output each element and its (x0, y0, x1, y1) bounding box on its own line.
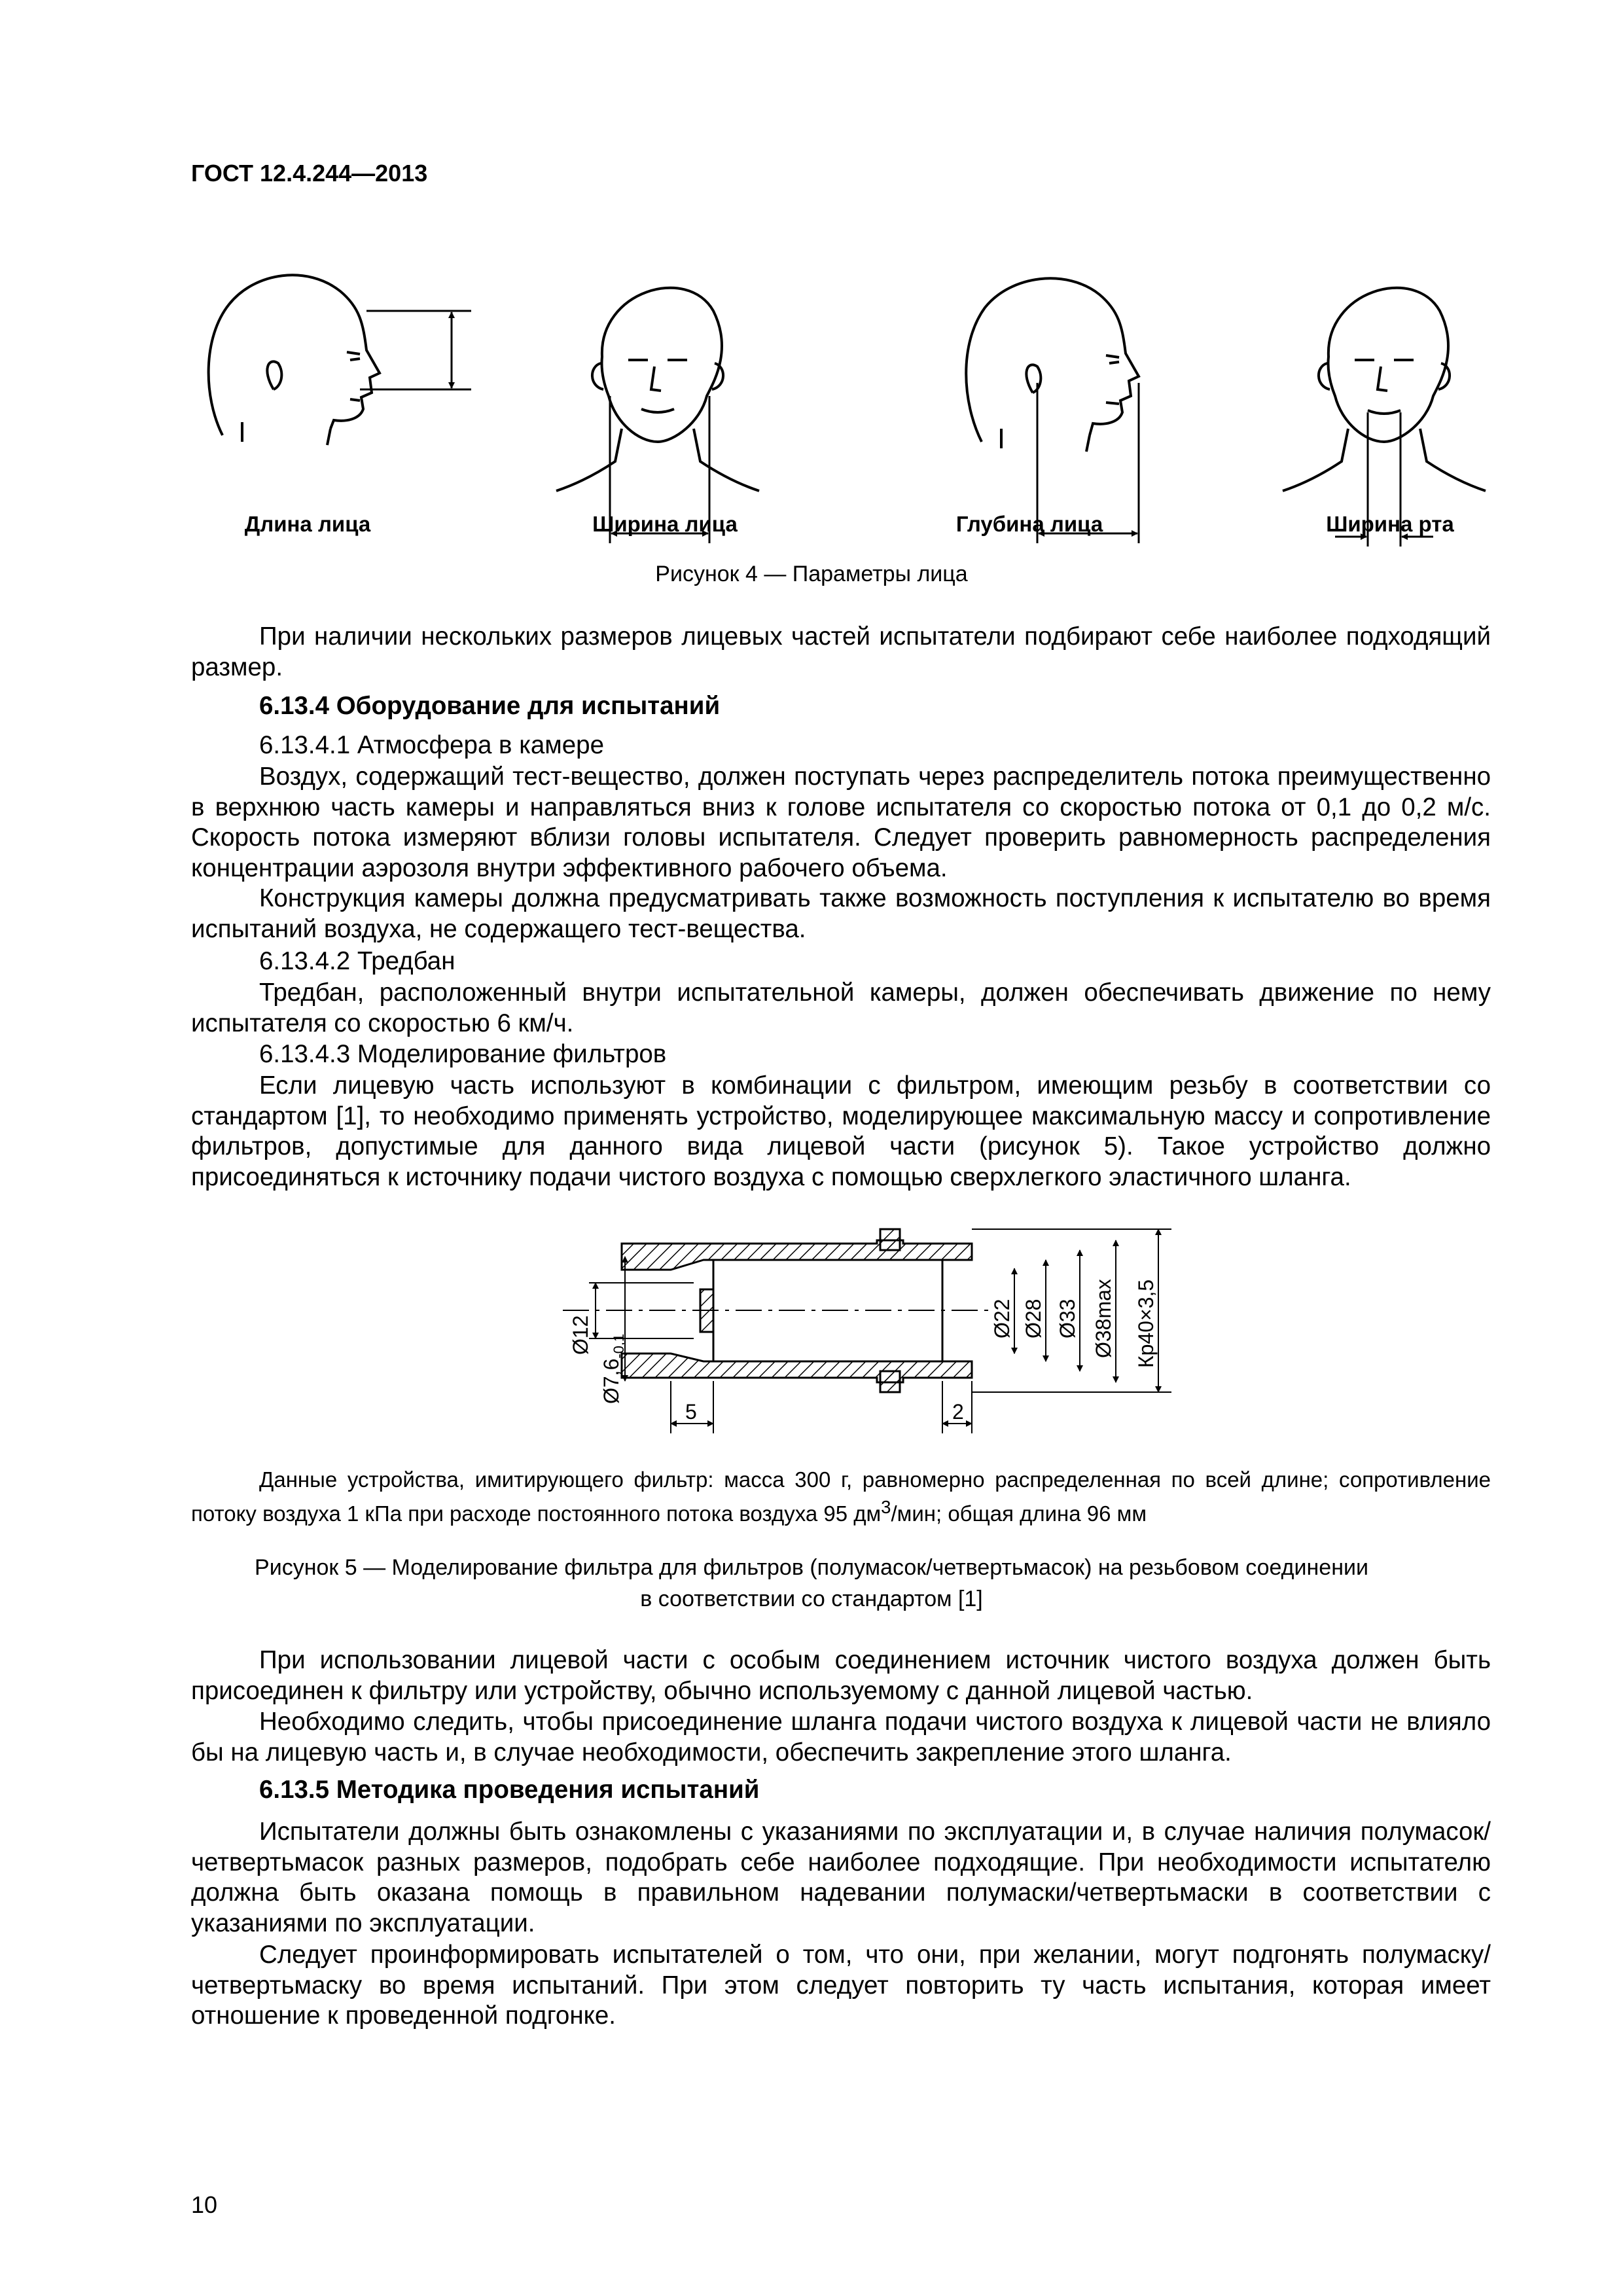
dim-kr40: Кр40×3,5 (1134, 1279, 1158, 1368)
face-length-profile-head (209, 275, 380, 445)
paragraph-hose-attachment: Необходимо следить, чтобы присоединение шланга подачи чистого воздуха к лицевой части не влияло бы на лицевую часть и, в случае необходимости, обеспечить закрепление этого шланга. (191, 1708, 1491, 1767)
paragraph-treadmill: Тредбан, расположенный внутри испытательной камеры, должен обеспечивать движение по нему испытателя со скоростью 6 км/ч. (191, 978, 1491, 1037)
paragraph-sizes: При наличии нескольких размеров лицевых частей испытатели подбирают себе наиболее подходящий размер. (191, 622, 1491, 681)
dim-d12: Ø12 (569, 1315, 592, 1355)
dim-d33: Ø33 (1056, 1299, 1079, 1338)
dim-d28: Ø28 (1022, 1299, 1045, 1338)
figure-4-caption: Рисунок 4 — Параметры лица (655, 562, 968, 586)
heading-6-13-4: 6.13.4 Оборудование для испытаний (259, 692, 721, 720)
dim-5: 5 (685, 1400, 697, 1424)
mouth-width-front-head (1283, 288, 1486, 491)
subheading-6-13-4-3: 6.13.4.3 Моделирование фильтров (259, 1040, 667, 1068)
face-length-dimension (360, 311, 471, 389)
figure-5-note: Данные устройства, имитирующего фильтр: масса 300 г, равномерно распределенная по всей длине; сопротивление потоку воздуха 1 кПа при расходе постоянного потока воздуха 95 $дм^3$/мин; общая длина 96 мм (191, 1467, 1491, 1526)
filter-body-section (563, 1229, 995, 1392)
paragraph-special-connection: При использовании лицевой части с особым соединением источник чистого воздуха должен быть присоединен к фильтру или устройству, обычно используемому с данной лицевой частью. (191, 1646, 1491, 1705)
figure-5-caption-line1: Рисунок 5 — Моделирование фильтра для фильтров (полумасок/четвертьмасок) на резьбовом соединении (255, 1555, 1368, 1580)
label-mouth-width: Ширина рта (1326, 512, 1454, 536)
figure-5-filter-drawing (497, 1211, 1217, 1460)
subheading-6-13-4-2: 6.13.4.2 Тредбан (259, 947, 455, 975)
dim-d7-6: $Ø7,6_{-0,1}$ (599, 1333, 627, 1404)
paragraph-fitting-adjustment: Следует проинформировать испытателей о том, что они, при желании, могут подгонять полумаску/четвертьмаску во время испытаний. При этом следует повторить ту часть испытания, которая имеет отношение к проведенной подгонке. (191, 1941, 1491, 2030)
standard-header: ГОСТ 12.4.244—2013 (191, 160, 428, 187)
dim-d38max: Ø38max (1092, 1279, 1115, 1358)
subheading-6-13-4-1: 6.13.4.1 Атмосфера в камере (259, 731, 605, 759)
figure-5-caption-line2: в соответствии со стандартом [1] (640, 1587, 983, 1611)
paragraph-test-subjects: Испытатели должны быть ознакомлены с указаниями по эксплуатации и, в случае наличия полумасок/четвертьмасок разных размеров, подобрать себе наиболее подходящие. При необходимости испытателю должна быть оказана помощь в правильном надевании полумаски/четвертьмаски в соответствии с указаниями по эксплуатации. (191, 1818, 1491, 1937)
dim-2: 2 (952, 1400, 964, 1424)
paragraph-chamber-design: Конструкция камеры должна предусматривать также возможность поступления к испытателю во время испытаний воздуха, не содержащего тест-вещества. (191, 884, 1491, 943)
dim-d22: Ø22 (990, 1299, 1014, 1338)
figure-4-face-parameters (164, 226, 1505, 553)
face-width-front-head (556, 288, 759, 491)
paragraph-chamber-atmosphere: Воздух, содержащий тест-вещество, должен поступать через распределитель потока преимущественно в верхнюю часть камеры и направляться вниз к голове испытателя со скоростью потока от 0,1 до 0,2 м/с. Скорость потока измеряют вблизи головы испытателя. Следует проверить равномерность распределения концентрации аэрозоля внутри эффективного рабочего объема. (191, 762, 1491, 882)
label-face-width: Ширина лица (592, 512, 738, 536)
label-face-length: Длина лица (244, 512, 371, 536)
page-number: 10 (191, 2191, 218, 2218)
label-face-depth: Глубина лица (955, 512, 1103, 536)
face-depth-profile-head (966, 278, 1139, 452)
heading-6-13-5: 6.13.5 Методика проведения испытаний (259, 1776, 760, 1804)
paragraph-filter-simulation: Если лицевую часть используют в комбинации с фильтром, имеющим резьбу в соответствии со стандартом [1], то необходимо применять устройство, моделирующее максимальную массу и сопротивление фильтров, допустимые для данного вида лицевой части (рисунок 5). Такое устройство должно присоединяться к источнику подачи чистого воздуха с помощью сверхлегкого эластичного шланга. (191, 1071, 1491, 1191)
